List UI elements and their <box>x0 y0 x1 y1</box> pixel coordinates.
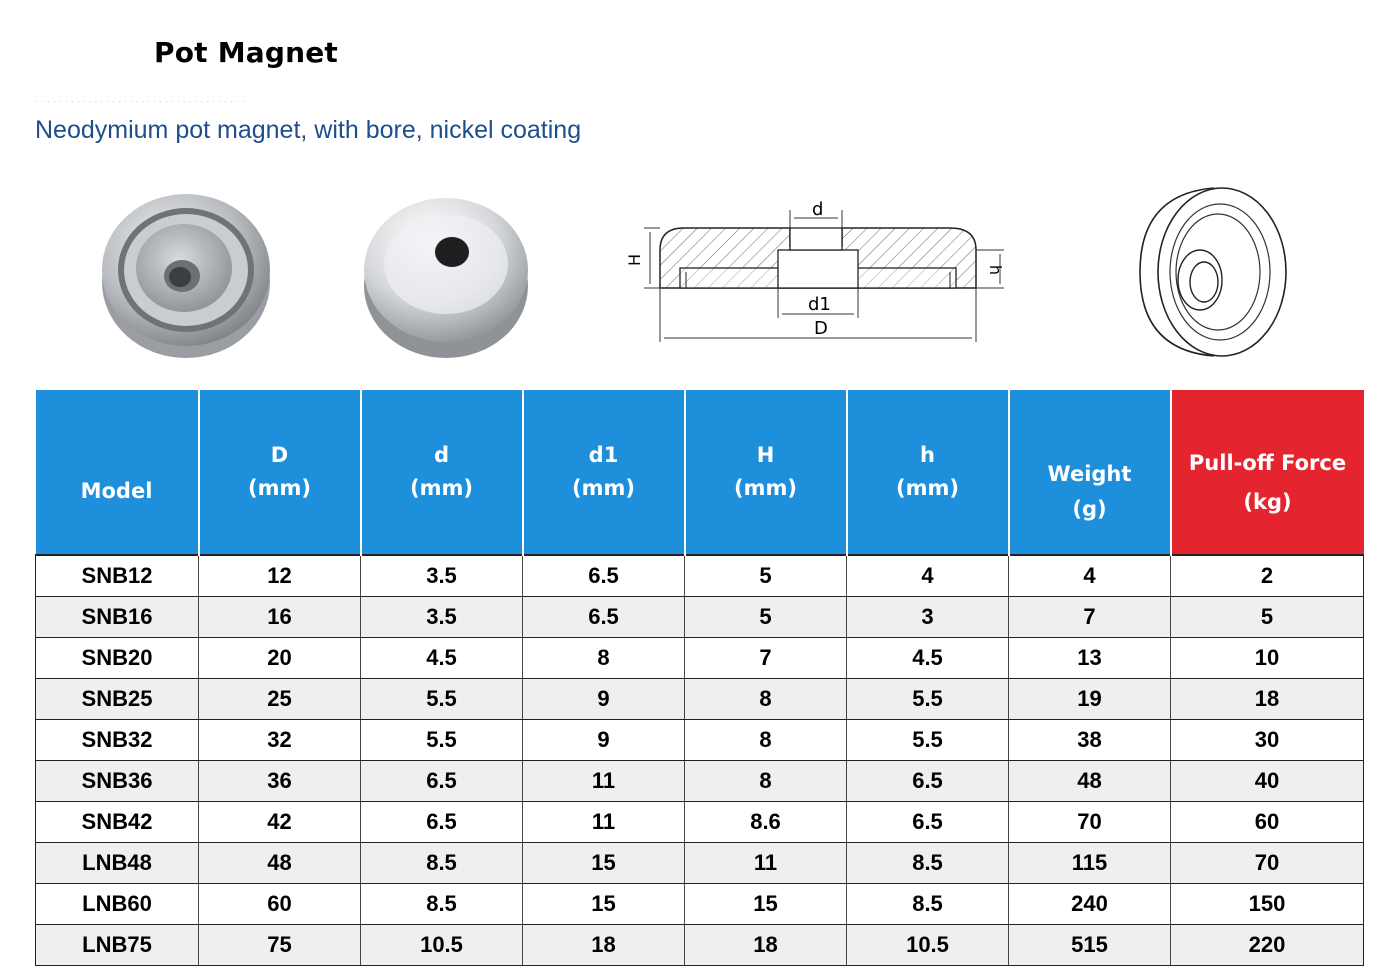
cell-model: SNB20 <box>36 638 199 679</box>
cell-d1: 11 <box>523 802 685 843</box>
table-row <box>36 884 1364 925</box>
cell-force: 10 <box>1171 638 1364 679</box>
table-row <box>36 802 1364 843</box>
table-row <box>36 679 1364 720</box>
cell-D: 36 <box>199 761 361 802</box>
cell-H: 18 <box>685 925 847 966</box>
cell-force: 30 <box>1171 720 1364 761</box>
table-row <box>36 555 1364 597</box>
cell-d1: 9 <box>523 679 685 720</box>
magnet-line-drawing <box>1134 182 1290 360</box>
cell-h: 8.5 <box>847 884 1009 925</box>
cell-force: 18 <box>1171 679 1364 720</box>
page-title: Pot Magnet <box>154 36 338 69</box>
header-weight: Weight (g) <box>1009 390 1171 555</box>
cell-H: 7 <box>685 638 847 679</box>
cell-H: 11 <box>685 843 847 884</box>
cell-D: 32 <box>199 720 361 761</box>
cell-weight: 4 <box>1009 555 1171 597</box>
cell-d: 3.5 <box>361 555 523 597</box>
cell-D: 16 <box>199 597 361 638</box>
cell-weight: 38 <box>1009 720 1171 761</box>
cell-weight: 48 <box>1009 761 1171 802</box>
cell-h: 10.5 <box>847 925 1009 966</box>
cell-weight: 19 <box>1009 679 1171 720</box>
cell-h: 4.5 <box>847 638 1009 679</box>
cell-H: 5 <box>685 555 847 597</box>
cell-force: 70 <box>1171 843 1364 884</box>
header-model: Model <box>36 390 199 555</box>
cell-model: SNB36 <box>36 761 199 802</box>
page-subtitle: Neodymium pot magnet, with bore, nickel coating <box>35 116 582 144</box>
table-header-row <box>36 390 1364 555</box>
cell-d: 6.5 <box>361 802 523 843</box>
cell-d1: 6.5 <box>523 555 685 597</box>
cell-model: SNB25 <box>36 679 199 720</box>
table-row <box>36 638 1364 679</box>
table-row <box>36 761 1364 802</box>
cell-model: LNB60 <box>36 884 199 925</box>
cell-d: 5.5 <box>361 679 523 720</box>
cell-weight: 13 <box>1009 638 1171 679</box>
cell-D: 60 <box>199 884 361 925</box>
cell-d1: 11 <box>523 761 685 802</box>
cell-d: 4.5 <box>361 638 523 679</box>
cell-d: 3.5 <box>361 597 523 638</box>
cell-d1: 15 <box>523 884 685 925</box>
cell-d1: 8 <box>523 638 685 679</box>
cell-h: 6.5 <box>847 761 1009 802</box>
header-pull-off-force: Pull-off Force (kg) <box>1171 390 1364 555</box>
cell-model: SNB42 <box>36 802 199 843</box>
cell-h: 3 <box>847 597 1009 638</box>
cell-weight: 515 <box>1009 925 1171 966</box>
cell-model: SNB32 <box>36 720 199 761</box>
cell-H: 8 <box>685 720 847 761</box>
header-d1: d1 (mm) <box>523 390 685 555</box>
cell-H: 8.6 <box>685 802 847 843</box>
table-row <box>36 843 1364 884</box>
label-h: h <box>986 264 1005 276</box>
cell-model: SNB12 <box>36 555 199 597</box>
label-D: D <box>814 318 828 339</box>
cell-d1: 18 <box>523 925 685 966</box>
cell-d: 8.5 <box>361 884 523 925</box>
cell-force: 5 <box>1171 597 1364 638</box>
cell-d1: 9 <box>523 720 685 761</box>
label-d: d <box>812 199 824 220</box>
cell-H: 15 <box>685 884 847 925</box>
cell-h: 5.5 <box>847 720 1009 761</box>
cell-weight: 240 <box>1009 884 1171 925</box>
label-d1: d1 <box>808 294 831 315</box>
table-row <box>36 720 1364 761</box>
cell-H: 8 <box>685 761 847 802</box>
table-row <box>36 597 1364 638</box>
cell-h: 4 <box>847 555 1009 597</box>
label-H: H <box>625 253 644 267</box>
cell-model: LNB48 <box>36 843 199 884</box>
cell-d: 8.5 <box>361 843 523 884</box>
cell-force: 150 <box>1171 884 1364 925</box>
cell-d: 10.5 <box>361 925 523 966</box>
header-h: h (mm) <box>847 390 1009 555</box>
cell-D: 25 <box>199 679 361 720</box>
header-H: H (mm) <box>685 390 847 555</box>
cell-h: 6.5 <box>847 802 1009 843</box>
table-row <box>36 925 1364 966</box>
cell-d1: 6.5 <box>523 597 685 638</box>
magnet-photo-back <box>362 182 530 360</box>
header-d: d (mm) <box>361 390 523 555</box>
cell-force: 40 <box>1171 761 1364 802</box>
cell-H: 5 <box>685 597 847 638</box>
cell-h: 5.5 <box>847 679 1009 720</box>
cell-force: 2 <box>1171 555 1364 597</box>
cell-weight: 7 <box>1009 597 1171 638</box>
cell-D: 42 <box>199 802 361 843</box>
cross-section-diagram <box>620 192 1012 348</box>
cell-force: 220 <box>1171 925 1364 966</box>
cell-D: 12 <box>199 555 361 597</box>
cell-force: 60 <box>1171 802 1364 843</box>
cell-d: 5.5 <box>361 720 523 761</box>
cell-h: 8.5 <box>847 843 1009 884</box>
spec-table <box>35 390 1364 966</box>
cell-weight: 70 <box>1009 802 1171 843</box>
cell-model: LNB75 <box>36 925 199 966</box>
faint-text-strip: . . . . . . . . . . . . . . . . . . . . . . . . . . . . . . . . . . . . <box>36 98 246 104</box>
cell-weight: 115 <box>1009 843 1171 884</box>
cell-D: 20 <box>199 638 361 679</box>
cell-D: 75 <box>199 925 361 966</box>
magnet-photo-front <box>98 180 274 360</box>
header-D: D (mm) <box>199 390 361 555</box>
cell-model: SNB16 <box>36 597 199 638</box>
cell-d1: 15 <box>523 843 685 884</box>
cell-H: 8 <box>685 679 847 720</box>
cell-d: 6.5 <box>361 761 523 802</box>
cell-D: 48 <box>199 843 361 884</box>
